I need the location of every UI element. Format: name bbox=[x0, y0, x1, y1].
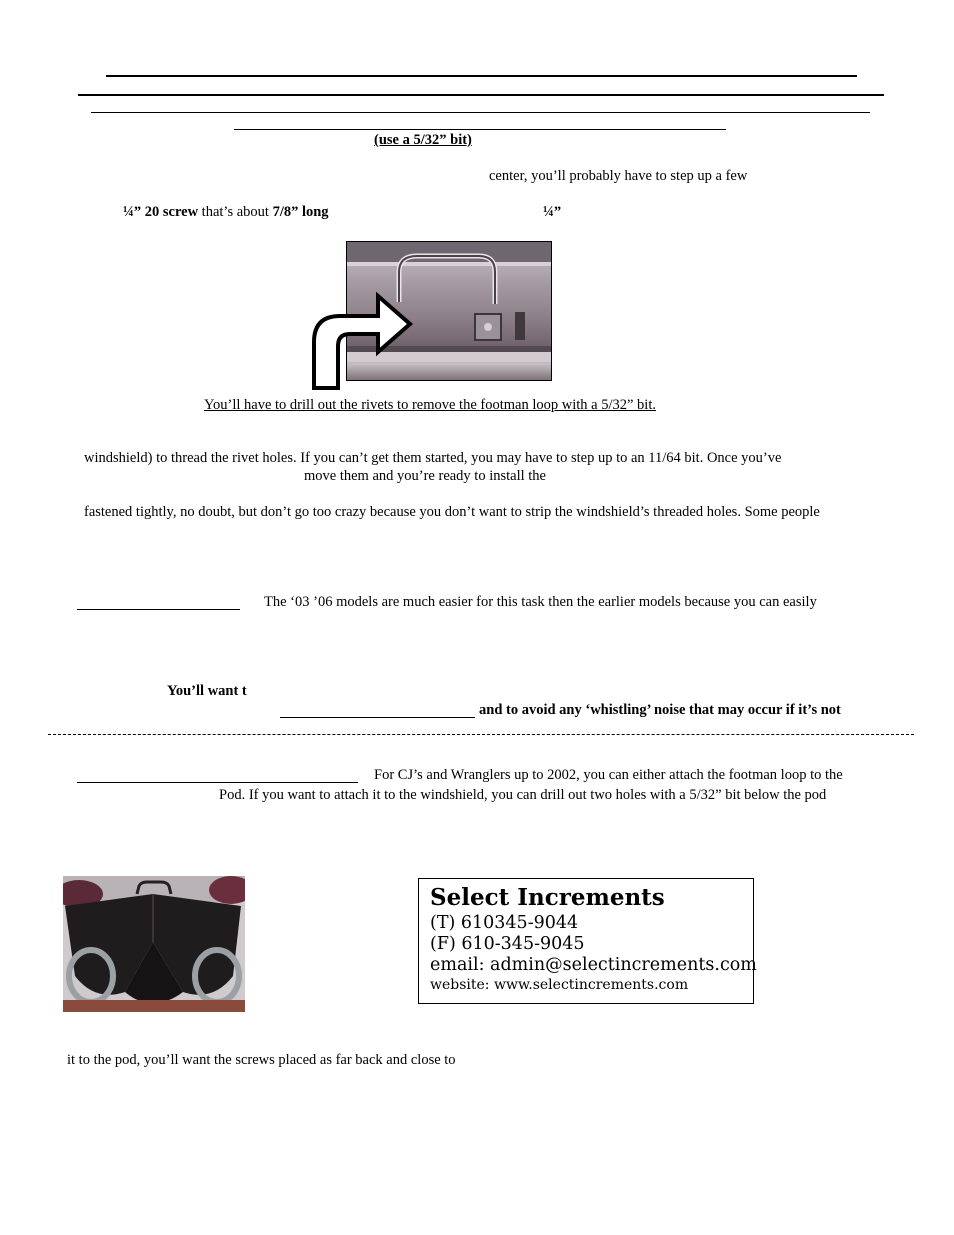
section-divider bbox=[48, 734, 914, 735]
heading-underline bbox=[234, 129, 726, 130]
step4-blank bbox=[280, 717, 475, 718]
arrow-icon bbox=[306, 290, 426, 394]
title-rule-1 bbox=[106, 75, 857, 77]
title-rule-3 bbox=[91, 112, 870, 113]
step4-bold2: and to avoid any ‘whistling’ noise that may occur if it’s not bbox=[479, 702, 841, 718]
pod-photo bbox=[63, 876, 245, 1012]
section2-blank bbox=[77, 782, 358, 783]
step4-bold1: You’ll want t bbox=[167, 683, 247, 699]
email-address[interactable]: email: admin@selectincrements.com bbox=[430, 955, 757, 975]
screw-size: ¼” 20 screw bbox=[123, 204, 199, 220]
step1-line-center: center, you’ll probably have to step up a few bbox=[489, 168, 748, 184]
step2-line2: move them and you’re ready to install the bbox=[304, 468, 546, 484]
step2-line3: fastened tightly, no doubt, but don’t go too crazy because you don’t want to strip the windshield’s threaded holes. Some people bbox=[84, 504, 820, 520]
quarter-inch: ¼” bbox=[543, 204, 562, 220]
screw-length: 7/8” long bbox=[272, 204, 329, 220]
section2-line3: it to the pod, you’ll want the screws placed as far back and close to bbox=[67, 1052, 456, 1068]
title-rule-2 bbox=[78, 94, 884, 96]
step3-blank bbox=[77, 609, 240, 610]
website-address[interactable]: website: www.selectincrements.com bbox=[430, 977, 689, 993]
section2-line1: For CJ’s and Wranglers up to 2002, you can either attach the footman loop to the bbox=[374, 767, 843, 783]
company-name: Select Increments bbox=[430, 884, 665, 911]
screw-mid: that’s about bbox=[198, 204, 273, 220]
step2-line1: windshield) to thread the rivet holes. If you can’t get them started, you may have to step up to an 11/64 bit. Once you’ve bbox=[84, 450, 782, 466]
section2-line2: Pod. If you want to attach it to the windshield, you can drill out two holes with a 5/32” bit below the pod bbox=[219, 787, 827, 803]
step1-screw-line bbox=[123, 204, 329, 221]
bit-note: (use a 5/32” bit) bbox=[374, 132, 472, 148]
step3-line1: The ‘03 ’06 models are much easier for this task then the earlier models because you can easily bbox=[264, 594, 817, 610]
fax-number: (F) 610-345-9045 bbox=[430, 934, 585, 954]
phone-number: (T) 610345-9044 bbox=[430, 913, 579, 933]
contact-card bbox=[418, 878, 757, 1004]
figure1-caption: You’ll have to drill out the rivets to remove the footman loop with a 5/32” bit. bbox=[204, 397, 656, 413]
